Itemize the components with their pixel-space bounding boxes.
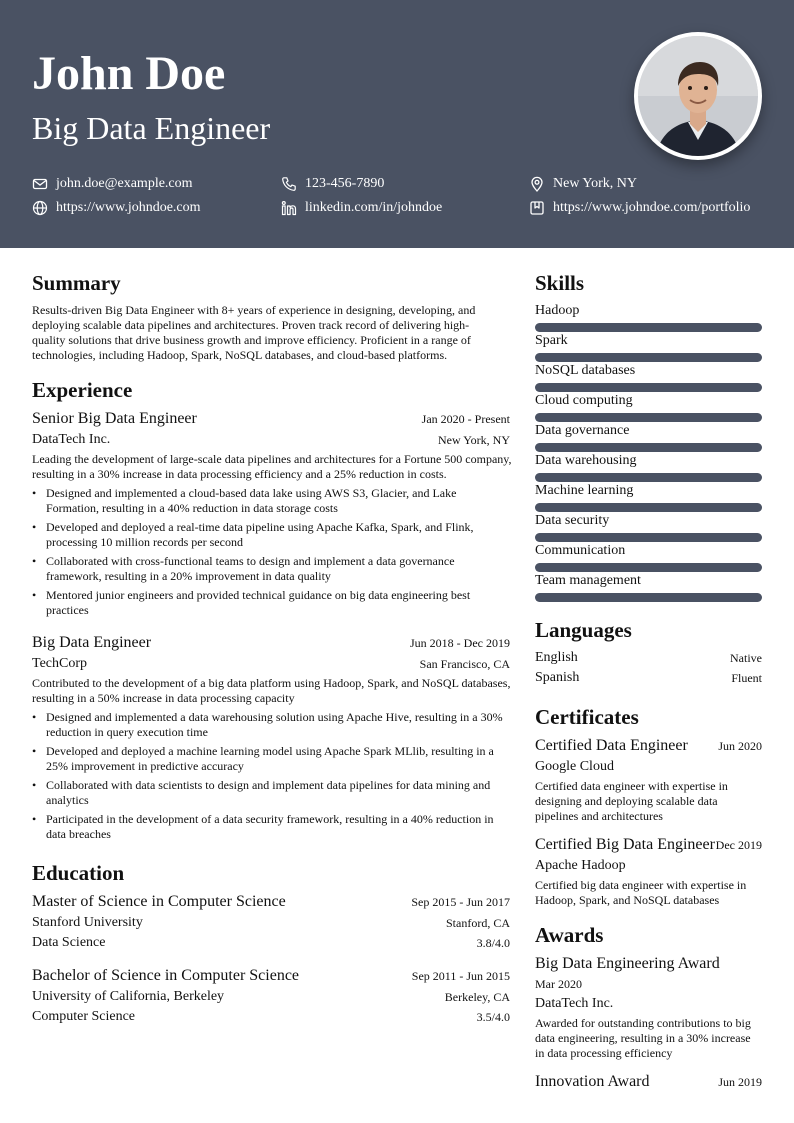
language-level: Fluent: [731, 671, 762, 685]
contact-linkedin-text: linkedin.com/in/johndoe: [305, 200, 443, 215]
portfolio-icon: [529, 200, 545, 216]
job-title: Senior Big Data Engineer: [32, 410, 197, 427]
contact-linkedin[interactable]: [281, 199, 442, 217]
contact-phone-text: 123-456-7890: [305, 176, 385, 191]
resume-header: [0, 0, 794, 248]
job-dates: Jan 2020 - Present: [421, 412, 510, 426]
education-gpa: 3.8/4.0: [476, 936, 510, 950]
certificate-date: Jun 2020: [718, 739, 762, 753]
job-bullet: • Collaborated with cross-functional teams to design and implement a data governance framework, resulting in a 20% improvement in data quality: [32, 554, 512, 584]
job-bullet: • Developed and deployed a real-time data pipeline using Apache Kafka, Spark, and Flink, processing 10 million records per second: [32, 520, 512, 550]
skills-heading: Skills: [535, 271, 585, 295]
contact-portfolio-text: https://www.johndoe.com/portfolio: [553, 200, 751, 215]
award-issuer: DataTech Inc.: [535, 996, 614, 1011]
skill-bar: [535, 353, 762, 362]
skill-bar: [535, 593, 762, 602]
certificate-name: Certified Data Engineer: [535, 737, 688, 754]
skill-bar: [535, 323, 762, 332]
phone-icon: [281, 176, 297, 192]
contact-email[interactable]: [32, 175, 193, 193]
education-field: Data Science: [32, 935, 106, 950]
location-pin-icon: [529, 176, 545, 192]
skill-bar: [535, 443, 762, 452]
skill-bar: [535, 473, 762, 482]
skill-bar: [535, 503, 762, 512]
job-description: Leading the development of large-scale data pipelines and architectures for a Fortune 500 company, resulting in a 30% increase in data processing efficiency and a 25% reduction in costs.: [32, 452, 512, 481]
education-school: University of California, Berkeley: [32, 989, 225, 1004]
contact-website[interactable]: [32, 199, 201, 217]
skill-label: Team management: [535, 573, 641, 588]
job-location: San Francisco, CA: [419, 657, 510, 671]
job-bullet: • Designed and implemented a data warehousing solution using Apache Hive, resulting in a 30% reduction in query execution time: [32, 710, 512, 740]
award-name: Innovation Award: [535, 1073, 650, 1090]
certificate-description: Certified big data engineer with expertise in Hadoop, Spark, and NoSQL databases: [535, 878, 747, 907]
language-level: Native: [730, 651, 762, 665]
skill-bar: [535, 533, 762, 542]
certificate-issuer: Google Cloud: [535, 759, 614, 774]
education-field: Computer Science: [32, 1009, 136, 1024]
education-location: Berkeley, CA: [444, 990, 510, 1004]
job-bullet: • Developed and deployed a machine learning model using Apache Spark MLlib, resulting in a 25% improvement in predictive accuracy: [32, 744, 512, 774]
job-dates: Jun 2018 - Dec 2019: [410, 636, 510, 650]
award-name: Big Data Engineering Award: [535, 955, 720, 972]
skill-label: Cloud computing: [535, 393, 633, 408]
certificate-date: Dec 2019: [715, 838, 762, 852]
job-bullet: • Designed and implemented a cloud-based data lake using AWS S3, Glacier, and Lake Formation, resulting in a 40% reduction in data storage costs: [32, 486, 512, 516]
education-dates: Sep 2015 - Jun 2017: [411, 895, 510, 909]
award-date: Jun 2019: [718, 1075, 762, 1089]
job-bullet: • Mentored junior engineers and provided technical guidance on big data engineering best practices: [32, 588, 512, 618]
candidate-title: Big Data Engineer: [32, 110, 271, 146]
education-location: Stanford, CA: [446, 916, 510, 930]
languages-heading: Languages: [535, 618, 632, 642]
contact-location-text: New York, NY: [553, 176, 638, 191]
contact-email-text: john.doe@example.com: [56, 176, 193, 191]
skill-label: NoSQL databases: [535, 363, 636, 378]
education-dates: Sep 2011 - Jun 2015: [411, 969, 510, 983]
skill-bar: [535, 413, 762, 422]
award-description: Awarded for outstanding contributions to big data engineering, resulting in a 30% increase in data processing efficiency: [535, 1016, 751, 1060]
skill-label: Hadoop: [535, 303, 580, 318]
linkedin-icon: [281, 200, 297, 216]
education-school: Stanford University: [32, 915, 143, 930]
summary-text: Results-driven Big Data Engineer with 8+ years of experience in designing, developing, and deploying scalable data pipelines and architectures. Proven track record of delivering high-quality solutions that drive business growth and improve efficiency. Proficient in a range of technologies, including Hadoop, Spark, NoSQL databases, and cloud-based platforms.: [32, 303, 476, 362]
skill-label: Data warehousing: [535, 453, 637, 468]
summary-heading: Summary: [32, 271, 121, 295]
skill-label: Machine learning: [535, 483, 634, 498]
education-gpa: 3.5/4.0: [476, 1010, 510, 1024]
profile-photo-image: [638, 36, 758, 156]
language-name: English: [535, 650, 578, 665]
job-title: Big Data Engineer: [32, 634, 152, 651]
job-location: New York, NY: [437, 433, 510, 447]
education-degree: Master of Science in Computer Science: [32, 893, 286, 910]
profile-photo: [634, 32, 762, 160]
contact-location: [529, 175, 637, 193]
job-bullet: • Participated in the development of a data security framework, resulting in a 40% reduction in data breaches: [32, 812, 512, 842]
job-company: TechCorp: [32, 656, 88, 671]
candidate-name: John Doe: [32, 47, 226, 100]
contact-portfolio[interactable]: [529, 199, 750, 217]
certificate-name: Certified Big Data Engineer: [535, 836, 715, 853]
education-degree: Bachelor of Science in Computer Science: [32, 967, 300, 984]
certificate-issuer: Apache Hadoop: [535, 858, 626, 873]
contact-phone[interactable]: [281, 175, 384, 193]
certificates-heading: Certificates: [535, 705, 639, 729]
language-name: Spanish: [535, 670, 580, 685]
globe-icon: [32, 200, 48, 216]
skill-label: Data security: [535, 513, 610, 528]
experience-heading: Experience: [32, 378, 133, 402]
certificate-description: Certified data engineer with expertise in designing and deploying scalable data pipelines and architectures: [535, 779, 728, 823]
job-bullet: • Collaborated with data scientists to design and implement data pipelines for data mining and analytics: [32, 778, 512, 808]
contact-website-text: https://www.johndoe.com: [56, 200, 201, 215]
skill-bar: [535, 383, 762, 392]
skill-label: Spark: [535, 333, 568, 348]
award-date: Mar 2020: [535, 977, 582, 991]
skill-label: Data governance: [535, 423, 630, 438]
mail-icon: [32, 176, 48, 192]
skill-label: Communication: [535, 543, 626, 558]
job-company: DataTech Inc.: [32, 432, 111, 447]
job-description: Contributed to the development of a big data platform using Hadoop, Spark, and NoSQL databases, resulting in a 50% increase in data processing capacity: [32, 676, 511, 705]
education-heading: Education: [32, 861, 125, 885]
skill-bar: [535, 563, 762, 572]
awards-heading: Awards: [535, 923, 604, 947]
